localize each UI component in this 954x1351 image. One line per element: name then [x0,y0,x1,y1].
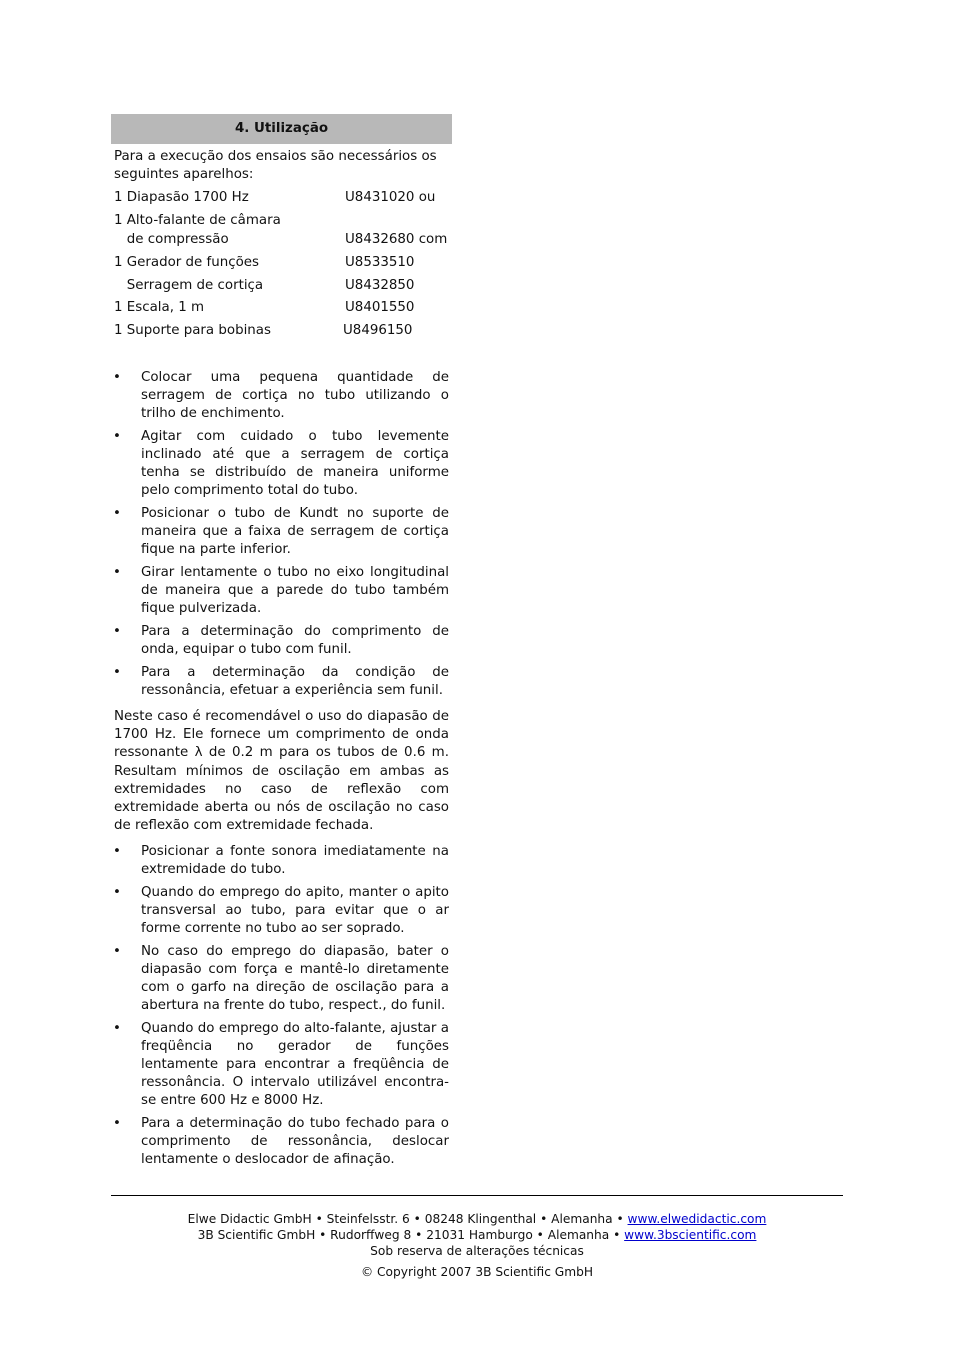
list-item: • Girar lentamente o tubo no eixo longitudinal de maneira que a parede do tubo também fique pulverizada. [113,565,449,616]
footer-line-2 [111,1227,843,1243]
footer-address-3b: 3B Scientific GmbH • Rudorffweg 8 • 21031 Hamburgo • Alemanha • [197,1228,625,1242]
equipment-name: Serragem de cortiça [114,278,264,293]
equipment-name: de compressão [114,232,229,247]
list-item: • Para a determinação da condição de ressonância, efetuar a experiência sem funil. [113,665,449,698]
bullet-icon: • [113,665,121,680]
footer-line-1 [111,1211,843,1227]
equipment-code: U8533510 [345,255,415,270]
equipment-code: U8401550 [345,300,415,315]
bullet-icon: • [113,624,121,639]
equipment-code: U8496150 [343,323,413,338]
instruction-list-b [111,843,449,1174]
list-item: • No caso do emprego do diapasão, bater o diapasão com força e mantê-lo diretamente com o garfo na direção de oscilação para a abertura na frente do tubo, respect., do funil. [113,944,449,1013]
list-item: • Quando do emprego do apito, manter o apito transversal ao tubo, para evitar que o ar forme corrente no tubo ao ser soprado. [113,885,449,936]
bullet-icon: • [113,429,121,444]
equipment-name: 1 Alto-falante de câmara [114,213,281,228]
bullet-icon: • [113,1116,121,1131]
bullet-icon: • [113,1021,121,1036]
list-item: • Colocar uma pequena quantidade de serragem de cortiça no tubo utilizando o trilho de enchimento. [113,370,449,421]
instruction-list-a [111,369,449,705]
list-item: • Para a determinação do tubo fechado para o comprimento de ressonância, deslocar lentamente o deslocador de afinação. [113,1116,449,1167]
3bscientific-link[interactable]: www.3bscientific.com [624,1228,757,1242]
equipment-name: 1 Diapasão 1700 Hz [114,190,249,205]
elwedidactic-link[interactable]: www.elwedidactic.com [627,1212,767,1226]
bullet-icon: • [113,944,121,959]
list-item: • Quando do emprego do alto-falante, ajustar a freqüência no gerador de funções lentamente para encontrar a freqüência de ressonância. O intervalo utilizável encontra-se entre 600 Hz e 8000 Hz. [113,1021,449,1108]
footer-divider [111,1195,843,1196]
footer-disclaimer: Sob reserva de alterações técnicas [370,1244,584,1258]
bullet-icon: • [113,844,121,859]
bullet-icon: • [113,370,121,385]
intro-text: Para a execução dos ensaios são necessários os seguintes aparelhos: [114,149,437,182]
footer-address-elwe: Elwe Didactic GmbH • Steinfelsstr. 6 • 08248 Klingenthal • Alemanha • [187,1212,628,1226]
equipment-code: U8431020 ou [345,190,436,205]
footer-copyright: © Copyright 2007 3B Scientific GmbH [360,1265,594,1279]
list-item: • Posicionar a fonte sonora imediatamente na extremidade do tubo. [113,844,449,877]
list-item: • Agitar com cuidado o tubo levemente inclinado até que a serragem de cortiça tenha se distribuído de maneira uniforme pelo comprimento total do tubo. [113,429,449,498]
section-header [111,114,452,144]
body-paragraph: Neste caso é recomendável o uso do diapasão de 1700 Hz. Ele fornece um comprimento de onda ressonante λ de 0.2 m para os tubos de 0.6 m. Resultam mínimos de oscilação em ambas as extremidades no caso de reflexão com extremidade aberta ou nós de oscilação no caso de reflexão com extremidade fechada. [114,709,449,834]
section-title: 4. Utilização [234,121,329,136]
equipment-code: U8432680 com [345,232,448,247]
bullet-icon: • [113,506,121,521]
bullet-icon: • [113,885,121,900]
equipment-name: 1 Gerador de funções [114,255,260,270]
list-item: • Posicionar o tubo de Kundt no suporte de maneira que a faixa de serragem de cortiça fique na parte inferior. [113,506,449,557]
equipment-name: 1 Escala, 1 m [114,300,205,315]
equipment-name: 1 Suporte para bobinas [114,323,271,338]
equipment-code: U8432850 [345,278,415,293]
bullet-icon: • [113,565,121,580]
list-item: • Para a determinação do comprimento de onda, equipar o tubo com funil. [113,624,449,657]
